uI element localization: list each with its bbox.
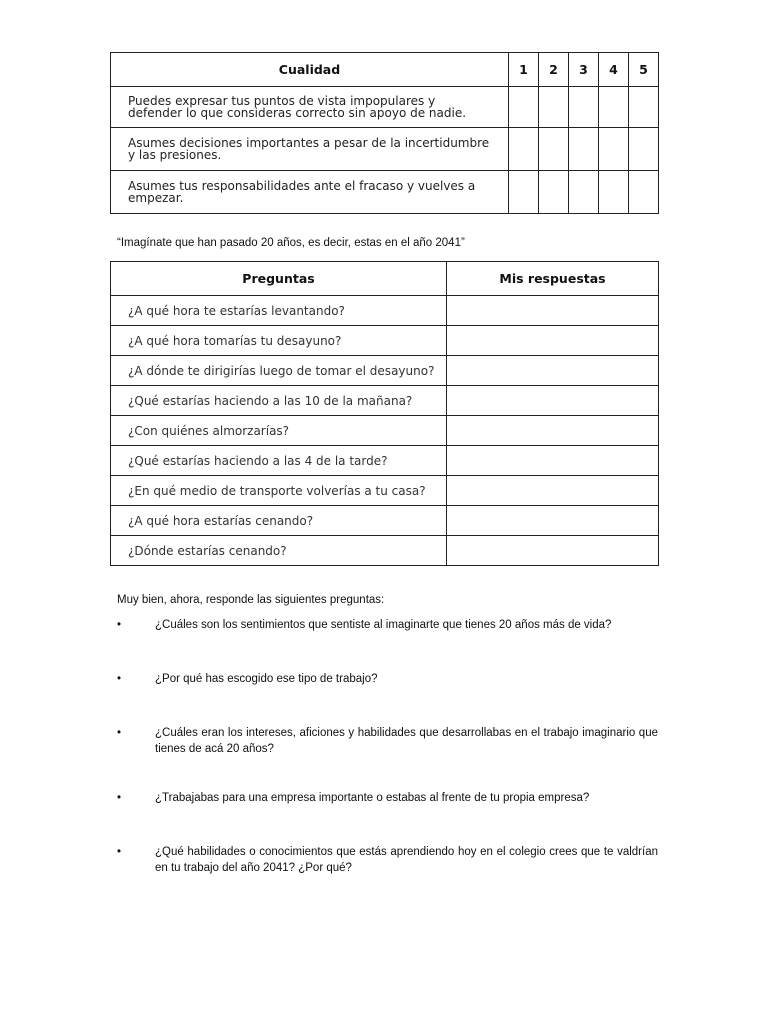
table-row xyxy=(111,386,659,416)
followup-question: ¿Por qué has escogido ese tipo de trabajo? xyxy=(155,673,378,685)
future-table-header-row xyxy=(111,262,659,296)
rating-cell-2[interactable] xyxy=(539,87,569,128)
table-row xyxy=(111,506,659,536)
followup-question: ¿Cuáles son los sentimientos que sentiste al imaginarte que tienes 20 años más de vida? xyxy=(155,619,612,631)
answers-header: Mis respuestas xyxy=(447,262,659,296)
rating-cell-1[interactable] xyxy=(509,87,539,128)
question-cell: ¿En qué medio de transporte volverías a tu casa? xyxy=(111,476,447,506)
followup-question: ¿Trabajabas para una empresa importante o estabas al frente de tu propia empresa? xyxy=(155,792,590,804)
rating-cell-4[interactable] xyxy=(599,171,629,214)
rating-cell-2[interactable] xyxy=(539,128,569,171)
scale-header-4: 4 xyxy=(599,53,629,87)
bullet: • xyxy=(117,619,122,631)
answer-cell[interactable] xyxy=(447,416,659,446)
question-cell: ¿A qué hora estarías cenando? xyxy=(111,506,447,536)
rating-cell-3[interactable] xyxy=(569,171,599,214)
answer-cell[interactable] xyxy=(447,326,659,356)
answer-cell[interactable] xyxy=(447,446,659,476)
bullet: • xyxy=(117,673,122,685)
bullet: • xyxy=(117,727,122,739)
question-cell: ¿Con quiénes almorzarías? xyxy=(111,416,447,446)
rating-cell-4[interactable] xyxy=(599,128,629,171)
quality-text: Asumes tus responsabilidades ante el fracaso y vuelves a empezar. xyxy=(111,171,509,214)
quality-header: Cualidad xyxy=(111,53,509,87)
rating-cell-2[interactable] xyxy=(539,171,569,214)
question-cell: ¿A qué hora te estarías levantando? xyxy=(111,296,447,326)
table-row xyxy=(111,476,659,506)
rating-cell-4[interactable] xyxy=(599,87,629,128)
rating-cell-1[interactable] xyxy=(509,171,539,214)
scale-header-3: 3 xyxy=(569,53,599,87)
quality-row xyxy=(111,171,659,214)
table-row xyxy=(111,446,659,476)
answer-cell[interactable] xyxy=(447,296,659,326)
answer-cell[interactable] xyxy=(447,476,659,506)
question-cell: ¿Qué estarías haciendo a las 10 de la mañana? xyxy=(111,386,447,416)
quality-text: Puedes expresar tus puntos de vista impopulares y defender lo que consideras correcto sin apoyo de nadie. xyxy=(111,87,509,128)
rating-cell-5[interactable] xyxy=(629,171,659,214)
bullet: • xyxy=(117,792,122,804)
followup-intro: Muy bien, ahora, responde las siguientes preguntas: xyxy=(117,594,385,606)
scale-header-2: 2 xyxy=(539,53,569,87)
rating-cell-5[interactable] xyxy=(629,128,659,171)
table-row xyxy=(111,326,659,356)
followup-question: ¿Qué habilidades o conocimientos que estás aprendiendo hoy en el colegio crees que te valdrían en tu trabajo del año 2041? ¿Por qué? xyxy=(155,846,658,874)
quality-rating-table xyxy=(110,52,659,214)
quality-row xyxy=(111,128,659,171)
questions-header: Preguntas xyxy=(111,262,447,296)
table-row xyxy=(111,296,659,326)
quality-text: Asumes decisiones importantes a pesar de la incertidumbre y las presiones. xyxy=(111,128,509,171)
quality-row xyxy=(111,87,659,128)
answer-cell[interactable] xyxy=(447,356,659,386)
answer-cell[interactable] xyxy=(447,536,659,566)
table-row xyxy=(111,356,659,386)
question-cell: ¿Dónde estarías cenando? xyxy=(111,536,447,566)
rating-cell-3[interactable] xyxy=(569,87,599,128)
bullet: • xyxy=(117,846,122,858)
question-cell: ¿Qué estarías haciendo a las 4 de la tarde? xyxy=(111,446,447,476)
scale-header-1: 1 xyxy=(509,53,539,87)
future-questions-table xyxy=(110,261,659,566)
rating-cell-5[interactable] xyxy=(629,87,659,128)
table-row xyxy=(111,536,659,566)
question-cell: ¿A qué hora tomarías tu desayuno? xyxy=(111,326,447,356)
quality-table-header-row xyxy=(111,53,659,87)
rating-cell-1[interactable] xyxy=(509,128,539,171)
answer-cell[interactable] xyxy=(447,506,659,536)
imagine-caption: “Imagínate que han pasado 20 años, es decir, estas en el año 2041” xyxy=(117,237,465,249)
scale-header-5: 5 xyxy=(629,53,659,87)
followup-question: ¿Cuáles eran los intereses, aficiones y habilidades que desarrollabas en el trabajo imaginario que tienes de acá 20 años? xyxy=(155,727,658,755)
question-cell: ¿A dónde te dirigirías luego de tomar el desayuno? xyxy=(111,356,447,386)
rating-cell-3[interactable] xyxy=(569,128,599,171)
table-row xyxy=(111,416,659,446)
answer-cell[interactable] xyxy=(447,386,659,416)
